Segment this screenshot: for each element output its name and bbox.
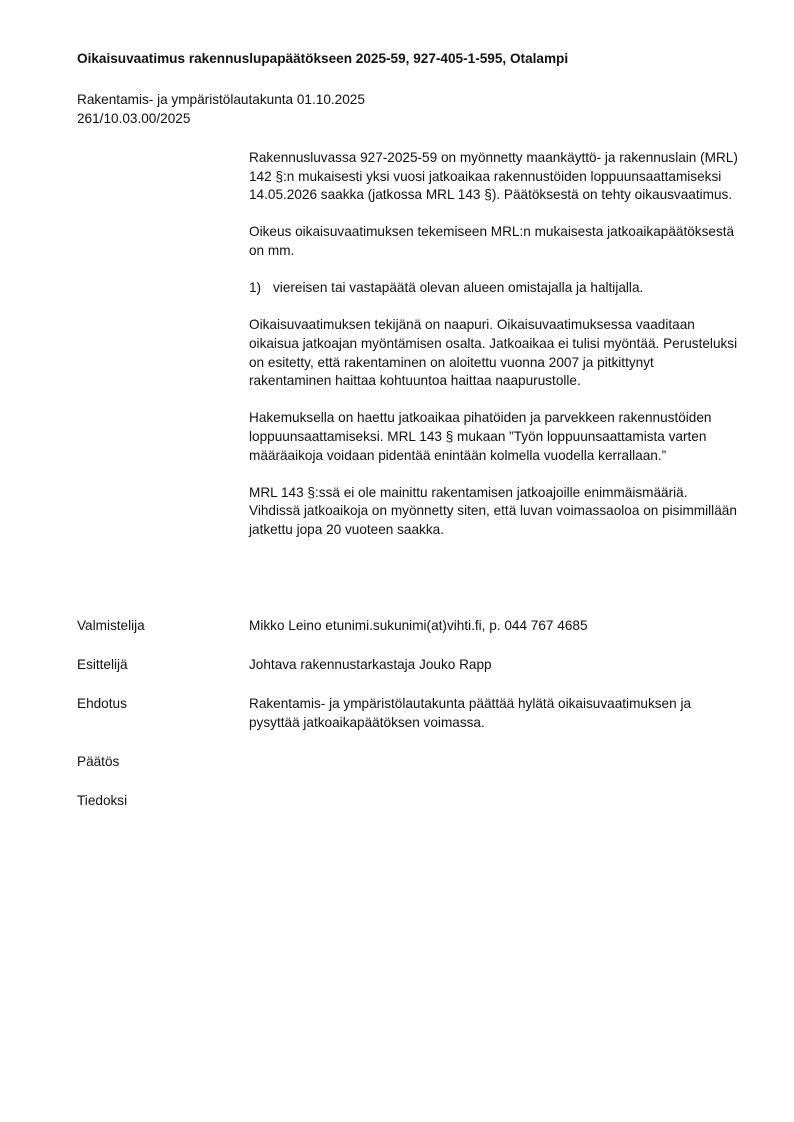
decision-label: Päätös [77,754,120,769]
info-label: Tiedoksi [77,793,128,808]
preparer-label: Valmistelija [77,618,145,633]
list-number: 1) [249,280,262,296]
paragraph: Rakennusluvassa 927-2025-59 on myönnetty maankäyttö- ja rakennuslain (MRL) 142 §:n mukaisesti yksi vuosi jatkoaikaa rakennustöiden loppuunsaattamiseksi 14.05.2026 saakka (jatkossa MRL 143 §). Päätöksestä on tehty oikausvaatimus. [249,150,738,203]
proposal-value: Rakentamis- ja ympäristölautakunta päättää hylätä oikaisuvaatimuksen ja pysyttää jatkoaikapäätöksen voimassa. [249,696,692,730]
proposal-label: Ehdotus [77,696,127,711]
paragraph: Oikaisuvaatimuksen tekijänä on naapuri. Oikaisuvaatimuksessa vaaditaan oikaisua jatkoajan myöntämisen osalta. Jatkoaikaa ei tulisi myöntää. Perusteluksi on esitetty, että rakentaminen on aloitettu vuonna 2007 ja pitkittynyt rakentaminen haittaa kohtuuntoa haittaa naapurustolle. [249,317,738,389]
paragraph: MRL 143 §:ssä ei ole mainittu rakentamisen jatkoajoille enimmäismääriä. Vihdissä jatkoaikoja on myönnetty siten, että luvan voimassaoloa on pisimmillään jatkettu jopa 20 vuoteen saakka. [249,484,737,537]
board-and-date: Rakentamis- ja ympäristölautakunta 01.10.2025 [77,92,365,107]
document-body [249,149,739,558]
document-title: Oikaisuvaatimus rakennuslupapäätökseen 2025-59, 927-405-1-595, Otalampi [77,51,569,66]
list-item [249,279,739,298]
presenter-label: Esittelijä [77,657,128,672]
paragraph: Hakemuksella on haettu jatkoaikaa pihatöiden ja parvekkeen rakennustöiden loppuunsaattamiseksi. MRL 143 § mukaan ”Työn loppuunsaattamista varten määräaikoja voidaan pidentää enintään kolmella vuodella kerrallaan.” [249,410,712,463]
presenter-value: Johtava rakennustarkastaja Jouko Rapp [249,657,492,672]
paragraph: Oikeus oikaisuvaatimuksen tekemiseen MRL:n mukaisesta jatkoaikapäätöksestä on mm. [249,224,735,258]
preparer-value: Mikko Leino etunimi.sukunimi(at)vihti.fi, p. 044 767 4685 [249,618,588,633]
document-meta [77,91,477,128]
reference-number: 261/10.03.00/2025 [77,110,191,126]
list-text: viereisen tai vastapäätä olevan alueen omistajalla ja haltijalla. [273,280,644,296]
